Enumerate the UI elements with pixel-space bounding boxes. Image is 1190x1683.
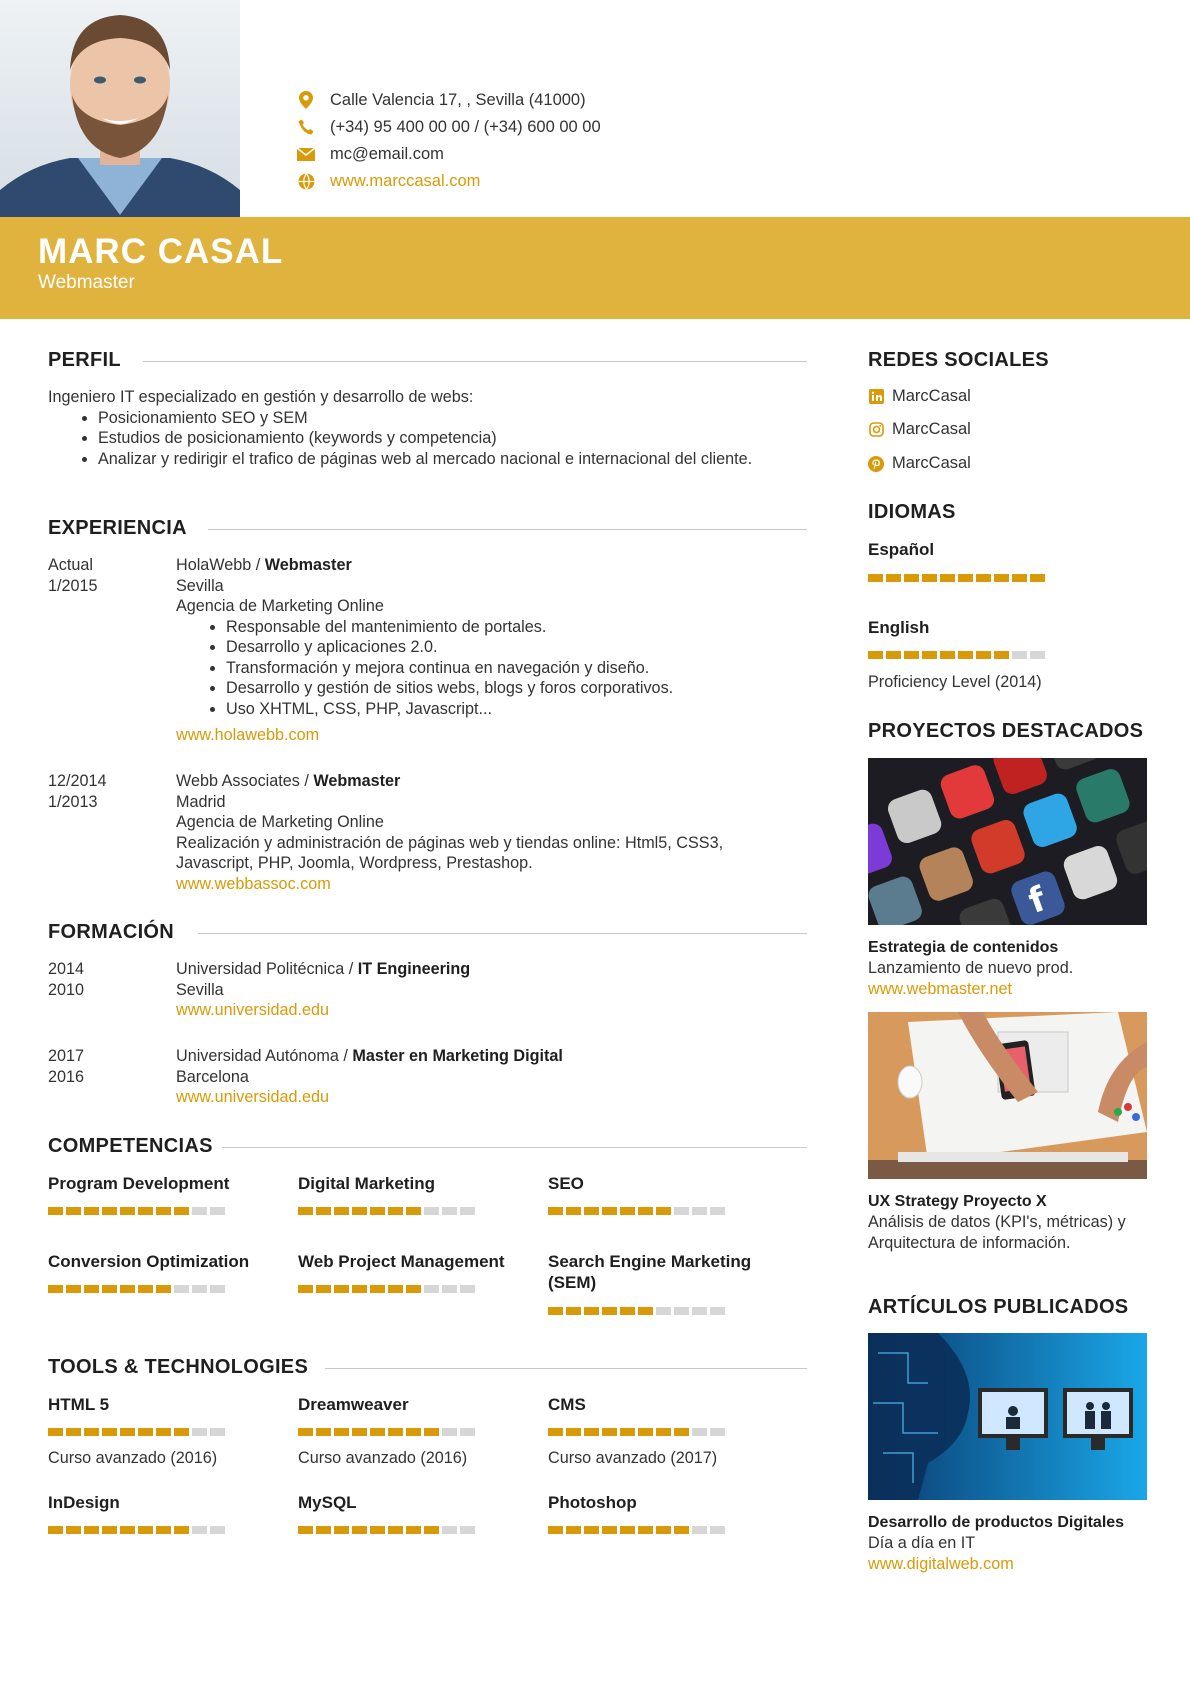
idiomas-heading: IDIOMAS bbox=[868, 501, 956, 523]
level-segment bbox=[388, 1526, 403, 1534]
experience-item: HolaWebb / Webmaster Sevilla Agencia de Marketing Online • Responsable del mantenimiento de portales. • Desarrollo y aplicaciones 2.0. • Transformación y mejora continua en navegación y diseño. • Desarrollo y gestión de sitios webs, blogs y foros corporativos. • Uso XHTML, CSS, PHP, Javascript... www.holawebb.com bbox=[176, 555, 776, 746]
contact-website bbox=[296, 170, 480, 192]
project-image-desk bbox=[868, 1012, 1147, 1179]
social-pinterest[interactable]: MarcCasal bbox=[868, 454, 971, 473]
level-segment bbox=[120, 1428, 135, 1436]
level-segment bbox=[174, 1526, 189, 1534]
tool-level-bar bbox=[298, 1526, 478, 1534]
level-segment bbox=[460, 1428, 475, 1436]
svg-text:f: f bbox=[1023, 879, 1051, 922]
level-segment bbox=[566, 1428, 581, 1436]
experience-bullet: • Transformación y mejora continua en navegación y diseño. bbox=[226, 658, 776, 679]
level-segment bbox=[566, 1207, 581, 1215]
skill-level-bar bbox=[298, 1285, 478, 1293]
level-segment bbox=[192, 1526, 207, 1534]
tool-name: MySQL bbox=[298, 1493, 357, 1512]
level-segment bbox=[566, 1307, 581, 1315]
level-segment bbox=[1012, 651, 1027, 659]
level-segment bbox=[602, 1307, 617, 1315]
level-segment bbox=[638, 1307, 653, 1315]
skill-name: Conversion Optimization bbox=[48, 1252, 250, 1271]
level-segment bbox=[904, 574, 919, 582]
level-segment bbox=[674, 1307, 689, 1315]
level-segment bbox=[620, 1428, 635, 1436]
skill-level-bar bbox=[298, 1207, 478, 1215]
tool-name: Dreamweaver bbox=[298, 1395, 409, 1414]
level-segment bbox=[548, 1307, 563, 1315]
tool-level-bar bbox=[48, 1428, 228, 1436]
level-segment bbox=[620, 1207, 635, 1215]
level-segment bbox=[886, 651, 901, 659]
level-segment bbox=[174, 1428, 189, 1436]
level-segment bbox=[1030, 651, 1045, 659]
social-instagram[interactable]: MarcCasal bbox=[868, 420, 971, 439]
tool-level-bar bbox=[298, 1428, 478, 1436]
level-segment bbox=[710, 1207, 725, 1215]
level-segment bbox=[210, 1428, 225, 1436]
experiencia-divider bbox=[208, 529, 807, 530]
level-segment bbox=[298, 1207, 313, 1215]
tool-level-bar bbox=[548, 1428, 728, 1436]
level-segment bbox=[352, 1207, 367, 1215]
perfil-heading: PERFIL bbox=[48, 349, 121, 371]
level-segment bbox=[174, 1285, 189, 1293]
level-segment bbox=[584, 1307, 599, 1315]
competencias-heading: COMPETENCIAS bbox=[48, 1135, 213, 1157]
level-segment bbox=[548, 1207, 563, 1215]
social-linkedin[interactable]: MarcCasal bbox=[868, 387, 971, 406]
level-segment bbox=[710, 1428, 725, 1436]
level-segment bbox=[388, 1207, 403, 1215]
level-segment bbox=[460, 1526, 475, 1534]
project-subtitle: Análisis de datos (KPI's, métricas) y Arquitectura de información. bbox=[868, 1213, 1126, 1252]
tools-divider bbox=[325, 1368, 807, 1369]
level-segment bbox=[48, 1428, 63, 1436]
level-segment bbox=[442, 1428, 457, 1436]
experience-bullets bbox=[176, 617, 776, 720]
level-segment bbox=[692, 1207, 707, 1215]
level-segment bbox=[656, 1526, 671, 1534]
formacion-heading: FORMACIÓN bbox=[48, 921, 175, 943]
level-segment bbox=[192, 1207, 207, 1215]
pinterest-icon bbox=[868, 456, 884, 472]
level-segment bbox=[638, 1526, 653, 1534]
level-segment bbox=[84, 1285, 99, 1293]
competencias-divider bbox=[222, 1147, 807, 1148]
skill-name: Digital Marketing bbox=[298, 1174, 435, 1193]
experiencia-heading: EXPERIENCIA bbox=[48, 517, 187, 539]
language-level-bar bbox=[868, 574, 1048, 582]
envelope-icon bbox=[296, 144, 316, 164]
perfil-section bbox=[48, 387, 768, 469]
level-segment bbox=[460, 1207, 475, 1215]
level-segment bbox=[156, 1207, 171, 1215]
level-segment bbox=[976, 651, 991, 659]
tool-name: InDesign bbox=[48, 1493, 120, 1512]
experience-item: Webb Associates / Webmaster Madrid Agencia de Marketing Online Realización y administración de páginas web y tiendas online: Html5, CSS3, Javascript, PHP, Joomla, Wordpress, Prestashop. www.webbassoc.com bbox=[176, 771, 776, 894]
level-segment bbox=[940, 574, 955, 582]
level-segment bbox=[334, 1285, 349, 1293]
level-segment bbox=[424, 1428, 439, 1436]
level-segment bbox=[1030, 574, 1045, 582]
level-segment bbox=[138, 1428, 153, 1436]
level-segment bbox=[156, 1526, 171, 1534]
level-segment bbox=[424, 1285, 439, 1293]
tools-heading: TOOLS & TECHNOLOGIES bbox=[48, 1356, 309, 1378]
level-segment bbox=[210, 1207, 225, 1215]
level-segment bbox=[602, 1526, 617, 1534]
level-segment bbox=[316, 1526, 331, 1534]
level-segment bbox=[424, 1207, 439, 1215]
level-segment bbox=[102, 1285, 117, 1293]
level-segment bbox=[602, 1207, 617, 1215]
article-link[interactable]: www.digitalweb.com bbox=[868, 1555, 1014, 1573]
level-segment bbox=[406, 1526, 421, 1534]
level-segment bbox=[48, 1285, 63, 1293]
level-segment bbox=[120, 1285, 135, 1293]
tool-name: HTML 5 bbox=[48, 1395, 110, 1414]
perfil-bullet: • Estudios de posicionamiento (keywords y competencia) bbox=[98, 428, 768, 449]
level-segment bbox=[192, 1285, 207, 1293]
level-segment bbox=[48, 1526, 63, 1534]
perfil-bullet: • Posicionamiento SEO y SEM bbox=[98, 408, 768, 429]
level-segment bbox=[66, 1285, 81, 1293]
level-segment bbox=[442, 1207, 457, 1215]
level-segment bbox=[370, 1285, 385, 1293]
level-segment bbox=[442, 1285, 457, 1293]
project-title: Estrategia de contenidos bbox=[868, 939, 1059, 956]
article-image bbox=[868, 1333, 1147, 1500]
level-segment bbox=[656, 1307, 671, 1315]
level-segment bbox=[102, 1428, 117, 1436]
experience-bullet: • Desarrollo y gestión de sitios webs, blogs y foros corporativos. bbox=[226, 678, 776, 699]
level-segment bbox=[66, 1526, 81, 1534]
company-link[interactable]: www.holawebb.com bbox=[176, 726, 320, 744]
candidate-name: MARC CASAL bbox=[38, 232, 284, 271]
level-segment bbox=[548, 1428, 563, 1436]
profile-photo bbox=[0, 0, 240, 218]
level-segment bbox=[174, 1207, 189, 1215]
level-segment bbox=[334, 1428, 349, 1436]
project-image-apps bbox=[868, 758, 1147, 925]
level-segment bbox=[958, 651, 973, 659]
perfil-bullet: • Analizar y redirigir el trafico de páginas web al mercado nacional e internacional del cliente. bbox=[98, 449, 768, 470]
experience-dates: 12/2014 1/2013 bbox=[48, 772, 107, 811]
skill-level-bar bbox=[48, 1207, 228, 1215]
level-segment bbox=[674, 1207, 689, 1215]
level-segment bbox=[316, 1428, 331, 1436]
level-segment bbox=[674, 1428, 689, 1436]
level-segment bbox=[710, 1307, 725, 1315]
level-segment bbox=[156, 1428, 171, 1436]
contact-phone: (+34) 95 400 00 00 / (+34) 600 00 00 bbox=[296, 116, 601, 138]
level-segment bbox=[406, 1207, 421, 1215]
level-segment bbox=[102, 1207, 117, 1215]
tool-note: Curso avanzado (2016) bbox=[298, 1449, 468, 1467]
level-segment bbox=[994, 651, 1009, 659]
experience-description: Realización y administración de páginas web y tiendas online: Html5, CSS3, Javascript, PHP, Joomla, Wordpress, Prestashop. bbox=[176, 833, 724, 872]
location-pin-icon bbox=[296, 90, 316, 110]
level-segment bbox=[904, 651, 919, 659]
level-segment bbox=[156, 1285, 171, 1293]
language-name: English bbox=[868, 618, 930, 637]
level-segment bbox=[868, 651, 883, 659]
level-segment bbox=[424, 1526, 439, 1534]
perfil-bullets bbox=[48, 408, 768, 470]
education-item: Universidad Politécnica / IT Engineering Sevilla www.universidad.edu bbox=[176, 959, 776, 1021]
level-segment bbox=[620, 1307, 635, 1315]
education-years: 2014 2010 bbox=[48, 960, 85, 999]
level-segment bbox=[370, 1526, 385, 1534]
tool-level-bar bbox=[48, 1526, 228, 1534]
level-segment bbox=[656, 1428, 671, 1436]
education-years: 2017 2016 bbox=[48, 1047, 85, 1086]
level-segment bbox=[138, 1285, 153, 1293]
level-segment bbox=[120, 1526, 135, 1534]
skill-name: SEO bbox=[548, 1174, 584, 1193]
articulos-heading: ARTÍCULOS PUBLICADOS bbox=[868, 1296, 1129, 1318]
level-segment bbox=[316, 1285, 331, 1293]
level-segment bbox=[102, 1526, 117, 1534]
tool-note: Curso avanzado (2017) bbox=[548, 1449, 718, 1467]
skill-name: Search Engine Marketing (SEM) bbox=[548, 1252, 752, 1292]
company-link[interactable]: www.webbassoc.com bbox=[176, 874, 331, 893]
level-segment bbox=[84, 1526, 99, 1534]
website-link[interactable]: www.marccasal.com bbox=[330, 171, 481, 190]
instagram-icon bbox=[868, 422, 884, 438]
level-segment bbox=[138, 1526, 153, 1534]
level-segment bbox=[710, 1526, 725, 1534]
article-title: Desarrollo de productos Digitales bbox=[868, 1514, 1125, 1531]
redes-heading: REDES SOCIALES bbox=[868, 349, 1049, 371]
level-segment bbox=[1012, 574, 1027, 582]
level-segment bbox=[940, 651, 955, 659]
language-level-bar bbox=[868, 651, 1048, 659]
formacion-divider bbox=[198, 933, 807, 934]
level-segment bbox=[210, 1285, 225, 1293]
school-link[interactable]: www.universidad.edu bbox=[176, 1088, 329, 1106]
skill-name: Program Development bbox=[48, 1174, 230, 1193]
level-segment bbox=[210, 1526, 225, 1534]
level-segment bbox=[298, 1285, 313, 1293]
language-note: Proficiency Level (2014) bbox=[868, 673, 1042, 691]
level-segment bbox=[994, 574, 1009, 582]
level-segment bbox=[388, 1428, 403, 1436]
level-segment bbox=[120, 1207, 135, 1215]
level-segment bbox=[48, 1207, 63, 1215]
level-segment bbox=[352, 1526, 367, 1534]
level-segment bbox=[84, 1207, 99, 1215]
phone-icon bbox=[296, 117, 316, 137]
level-segment bbox=[442, 1526, 457, 1534]
level-segment bbox=[692, 1428, 707, 1436]
contact-email: mc@email.com bbox=[296, 143, 444, 165]
level-segment bbox=[460, 1285, 475, 1293]
skill-level-bar bbox=[548, 1307, 728, 1315]
tool-note: Curso avanzado (2016) bbox=[48, 1449, 218, 1467]
globe-icon bbox=[296, 171, 316, 191]
level-segment bbox=[584, 1526, 599, 1534]
tool-name: CMS bbox=[548, 1395, 586, 1414]
level-segment bbox=[388, 1285, 403, 1293]
level-segment bbox=[66, 1207, 81, 1215]
level-segment bbox=[958, 574, 973, 582]
project-subtitle: Lanzamiento de nuevo prod. bbox=[868, 959, 1074, 977]
contact-address: Calle Valencia 17, , Sevilla (41000) bbox=[296, 89, 586, 111]
level-segment bbox=[84, 1428, 99, 1436]
experience-dates: Actual 1/2015 bbox=[48, 556, 98, 595]
project-link[interactable]: www.webmaster.net bbox=[868, 980, 1012, 998]
level-segment bbox=[692, 1307, 707, 1315]
level-segment bbox=[638, 1207, 653, 1215]
level-segment bbox=[620, 1526, 635, 1534]
article-subtitle: Día a día en IT bbox=[868, 1534, 976, 1552]
level-segment bbox=[976, 574, 991, 582]
level-segment bbox=[922, 651, 937, 659]
level-segment bbox=[370, 1428, 385, 1436]
level-segment bbox=[548, 1526, 563, 1534]
level-segment bbox=[138, 1207, 153, 1215]
level-segment bbox=[316, 1207, 331, 1215]
school-link[interactable]: www.universidad.edu bbox=[176, 1001, 329, 1019]
level-segment bbox=[584, 1207, 599, 1215]
skill-level-bar bbox=[548, 1207, 728, 1215]
language-name: Español bbox=[868, 540, 935, 559]
level-segment bbox=[352, 1428, 367, 1436]
skill-level-bar bbox=[48, 1285, 228, 1293]
experience-bullet: • Responsable del mantenimiento de portales. bbox=[226, 617, 776, 638]
project-title: UX Strategy Proyecto X bbox=[868, 1193, 1047, 1210]
level-segment bbox=[334, 1207, 349, 1215]
level-segment bbox=[674, 1526, 689, 1534]
level-segment bbox=[298, 1428, 313, 1436]
level-segment bbox=[352, 1285, 367, 1293]
candidate-title: Webmaster bbox=[38, 272, 135, 293]
level-segment bbox=[66, 1428, 81, 1436]
level-segment bbox=[638, 1428, 653, 1436]
level-segment bbox=[656, 1207, 671, 1215]
experience-bullet: • Desarrollo y aplicaciones 2.0. bbox=[226, 637, 776, 658]
education-item: Universidad Autónoma / Master en Marketing Digital Barcelona www.universidad.edu bbox=[176, 1046, 776, 1108]
level-segment bbox=[406, 1285, 421, 1293]
skill-name: Web Project Management bbox=[298, 1252, 505, 1271]
level-segment bbox=[584, 1428, 599, 1436]
tool-level-bar bbox=[548, 1526, 728, 1534]
level-segment bbox=[334, 1526, 349, 1534]
tool-name: Photoshop bbox=[548, 1493, 637, 1512]
level-segment bbox=[602, 1428, 617, 1436]
level-segment bbox=[922, 574, 937, 582]
level-segment bbox=[298, 1526, 313, 1534]
perfil-intro: Ingeniero IT especializado en gestión y desarrollo de webs: bbox=[48, 388, 474, 406]
level-segment bbox=[868, 574, 883, 582]
linkedin-icon bbox=[868, 389, 884, 405]
perfil-divider bbox=[143, 361, 807, 362]
experience-bullet: • Uso XHTML, CSS, PHP, Javascript... bbox=[226, 699, 776, 720]
level-segment bbox=[886, 574, 901, 582]
level-segment bbox=[692, 1526, 707, 1534]
level-segment bbox=[406, 1428, 421, 1436]
level-segment bbox=[370, 1207, 385, 1215]
level-segment bbox=[192, 1428, 207, 1436]
proyectos-heading: PROYECTOS DESTACADOS bbox=[868, 720, 1144, 742]
level-segment bbox=[566, 1526, 581, 1534]
